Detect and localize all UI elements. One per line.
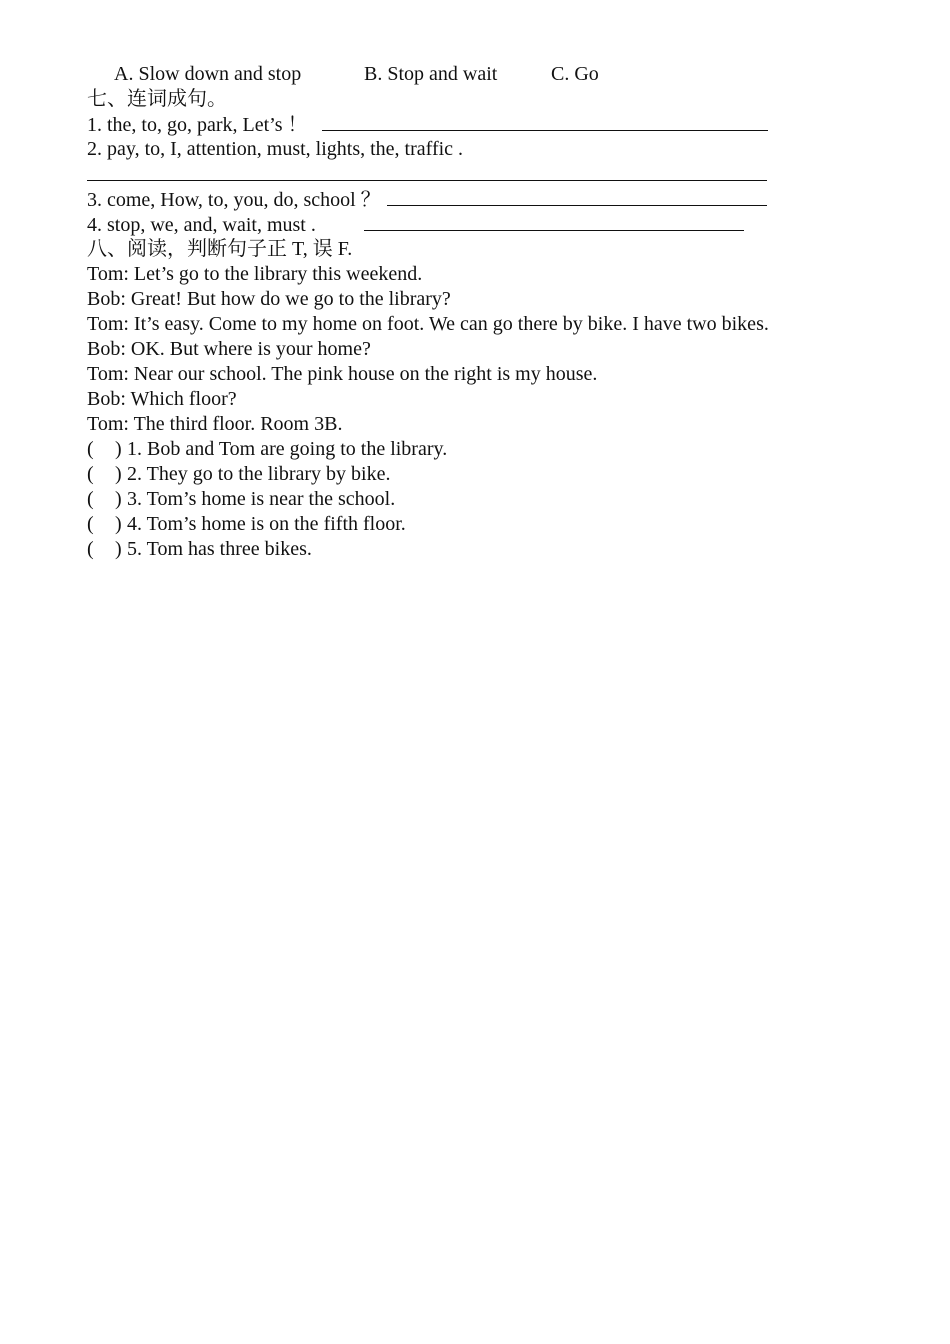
- sentence-item-1: [87, 112, 867, 137]
- question-text: 5. Tom has three bikes.: [127, 538, 312, 560]
- worksheet-page: [87, 62, 867, 562]
- judgement-question-1: [87, 437, 867, 462]
- answer-blank[interactable]: [387, 187, 767, 206]
- judgement-question-4: [87, 512, 867, 537]
- question-text: 4. Tom’s home is on the fifth floor.: [127, 513, 406, 535]
- option-c: C. Go: [551, 63, 599, 85]
- dialogue-line: Bob: OK. But where is your home?: [87, 338, 371, 360]
- sentence-item-2-blank-row: [87, 162, 867, 187]
- answer-blank[interactable]: [364, 212, 744, 231]
- section-8-heading: 八、阅读，判断句子正 T, 误 F.: [87, 238, 353, 260]
- answer-parentheses[interactable]: ( ): [87, 538, 122, 560]
- dialogue-line: Bob: Which floor?: [87, 388, 237, 410]
- sentence-words: 3. come, How, to, you, do, school ？: [87, 189, 381, 211]
- dialogue-line: Tom: Near our school. The pink house on the right is my house.: [87, 363, 598, 385]
- judgement-question-3: [87, 487, 867, 512]
- answer-blank[interactable]: [87, 162, 767, 181]
- answer-parentheses[interactable]: ( ): [87, 438, 122, 460]
- answer-options: [87, 62, 867, 87]
- sentence-item-2: [87, 137, 867, 162]
- dialogue-line: Tom: It’s easy. Come to my home on foot. We can go there by bike. I have two bikes.: [87, 313, 769, 335]
- question-text: 2. They go to the library by bike.: [127, 463, 391, 485]
- dialogue-line: Tom: Let’s go to the library this weekend.: [87, 263, 423, 285]
- sentence-item-3: [87, 187, 867, 212]
- answer-parentheses[interactable]: ( ): [87, 488, 122, 510]
- question-text: 3. Tom’s home is near the school.: [127, 488, 396, 510]
- sentence-words: 1. the, to, go, park, Let’s ！: [87, 114, 308, 136]
- section-7-heading: 七、连词成句。: [87, 88, 227, 110]
- dialogue-line: Bob: Great! But how do we go to the library?: [87, 288, 451, 310]
- option-a: A. Slow down and stop: [114, 63, 302, 85]
- sentence-item-4: [87, 212, 867, 237]
- sentence-words: 4. stop, we, and, wait, must .: [87, 214, 316, 236]
- answer-parentheses[interactable]: ( ): [87, 463, 122, 485]
- judgement-question-5: [87, 537, 867, 562]
- judgement-question-2: [87, 462, 867, 487]
- dialogue-line: Tom: The third floor. Room 3B.: [87, 413, 343, 435]
- option-b: B. Stop and wait: [364, 63, 498, 85]
- sentence-words: 2. pay, to, I, attention, must, lights, the, traffic .: [87, 138, 464, 160]
- answer-blank[interactable]: [322, 112, 768, 131]
- question-text: 1. Bob and Tom are going to the library.: [127, 438, 448, 460]
- answer-parentheses[interactable]: ( ): [87, 513, 122, 535]
